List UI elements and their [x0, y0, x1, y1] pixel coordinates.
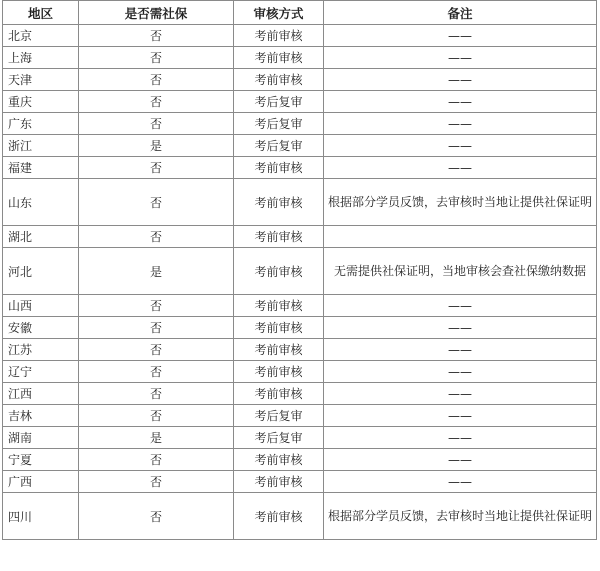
cell-review-method: 考后复审 — [234, 135, 324, 157]
cell-review-method: 考后复审 — [234, 113, 324, 135]
cell-region: 安徽 — [3, 317, 79, 339]
cell-region: 河北 — [3, 248, 79, 295]
cell-note: —— — [324, 91, 597, 113]
cell-review-method: 考前审核 — [234, 157, 324, 179]
table-row — [3, 405, 597, 427]
cell-note: 根据部分学员反馈，去审核时当地让提供社保证明 — [324, 493, 597, 540]
cell-note: —— — [324, 339, 597, 361]
cell-social-security: 否 — [79, 25, 234, 47]
cell-region: 广东 — [3, 113, 79, 135]
cell-region: 江西 — [3, 383, 79, 405]
cell-note — [324, 226, 597, 248]
header-region: 地区 — [3, 1, 79, 25]
region-review-table-container — [2, 0, 598, 571]
cell-note: —— — [324, 47, 597, 69]
cell-social-security: 否 — [79, 471, 234, 493]
cell-review-method: 考后复审 — [234, 91, 324, 113]
cell-review-method: 考后复审 — [234, 405, 324, 427]
cell-region: 湖北 — [3, 226, 79, 248]
cell-region: 四川 — [3, 493, 79, 540]
cell-review-method: 考前审核 — [234, 69, 324, 91]
table-row — [3, 91, 597, 113]
cell-review-method: 考前审核 — [234, 47, 324, 69]
cell-social-security: 否 — [79, 317, 234, 339]
cell-note: —— — [324, 113, 597, 135]
cell-note: 无需提供社保证明，当地审核会查社保缴纳数据 — [324, 248, 597, 295]
cell-review-method: 考后复审 — [234, 427, 324, 449]
cell-note: —— — [324, 69, 597, 91]
table-row — [3, 25, 597, 47]
cell-region: 天津 — [3, 69, 79, 91]
cell-region: 福建 — [3, 157, 79, 179]
table-row — [3, 361, 597, 383]
cell-region: 北京 — [3, 25, 79, 47]
cell-region: 广西 — [3, 471, 79, 493]
cell-region: 山东 — [3, 179, 79, 226]
header-social-security: 是否需社保 — [79, 1, 234, 25]
cell-social-security: 否 — [79, 449, 234, 471]
table-row — [3, 383, 597, 405]
cell-note: 根据部分学员反馈，去审核时当地让提供社保证明 — [324, 179, 597, 226]
cell-review-method: 考前审核 — [234, 25, 324, 47]
cell-note: —— — [324, 317, 597, 339]
cell-review-method: 考前审核 — [234, 248, 324, 295]
cell-social-security: 否 — [79, 113, 234, 135]
table-header-row — [3, 1, 597, 25]
cell-social-security: 否 — [79, 339, 234, 361]
cell-note: —— — [324, 405, 597, 427]
cell-note: —— — [324, 449, 597, 471]
cell-note: —— — [324, 295, 597, 317]
table-row — [3, 493, 597, 540]
cell-review-method: 考前审核 — [234, 317, 324, 339]
cell-review-method: 考前审核 — [234, 449, 324, 471]
cell-review-method: 考前审核 — [234, 383, 324, 405]
table-row — [3, 339, 597, 361]
cell-region: 吉林 — [3, 405, 79, 427]
header-note: 备注 — [324, 1, 597, 25]
cell-note: —— — [324, 361, 597, 383]
cell-region: 重庆 — [3, 91, 79, 113]
cell-social-security: 是 — [79, 427, 234, 449]
table-row — [3, 135, 597, 157]
cell-social-security: 否 — [79, 383, 234, 405]
table-row — [3, 449, 597, 471]
cell-note: —— — [324, 157, 597, 179]
cell-review-method: 考前审核 — [234, 339, 324, 361]
table-row — [3, 113, 597, 135]
cell-social-security: 否 — [79, 157, 234, 179]
table-row — [3, 157, 597, 179]
cell-region: 上海 — [3, 47, 79, 69]
cell-note: —— — [324, 25, 597, 47]
cell-region: 辽宁 — [3, 361, 79, 383]
cell-review-method: 考前审核 — [234, 471, 324, 493]
table-row — [3, 69, 597, 91]
cell-region: 江苏 — [3, 339, 79, 361]
cell-social-security: 否 — [79, 295, 234, 317]
cell-review-method: 考前审核 — [234, 179, 324, 226]
cell-social-security: 否 — [79, 361, 234, 383]
cell-social-security: 否 — [79, 226, 234, 248]
cell-review-method: 考前审核 — [234, 226, 324, 248]
table-row — [3, 295, 597, 317]
region-review-table — [2, 0, 597, 540]
cell-social-security: 否 — [79, 179, 234, 226]
cell-social-security: 否 — [79, 69, 234, 91]
header-review-method: 审核方式 — [234, 1, 324, 25]
table-row — [3, 47, 597, 69]
cell-note: —— — [324, 135, 597, 157]
cell-review-method: 考前审核 — [234, 295, 324, 317]
cell-note: —— — [324, 427, 597, 449]
cell-social-security: 否 — [79, 47, 234, 69]
cell-social-security: 否 — [79, 91, 234, 113]
table-row — [3, 427, 597, 449]
cell-social-security: 是 — [79, 248, 234, 295]
cell-social-security: 否 — [79, 405, 234, 427]
cell-review-method: 考前审核 — [234, 493, 324, 540]
cell-region: 湖南 — [3, 427, 79, 449]
table-row — [3, 317, 597, 339]
table-row — [3, 248, 597, 295]
table-row — [3, 226, 597, 248]
cell-review-method: 考前审核 — [234, 361, 324, 383]
cell-social-security: 是 — [79, 135, 234, 157]
cell-note: —— — [324, 383, 597, 405]
table-row — [3, 471, 597, 493]
cell-region: 山西 — [3, 295, 79, 317]
cell-social-security: 否 — [79, 493, 234, 540]
cell-note: —— — [324, 471, 597, 493]
cell-region: 宁夏 — [3, 449, 79, 471]
table-row — [3, 179, 597, 226]
cell-region: 浙江 — [3, 135, 79, 157]
table-body — [3, 25, 597, 540]
